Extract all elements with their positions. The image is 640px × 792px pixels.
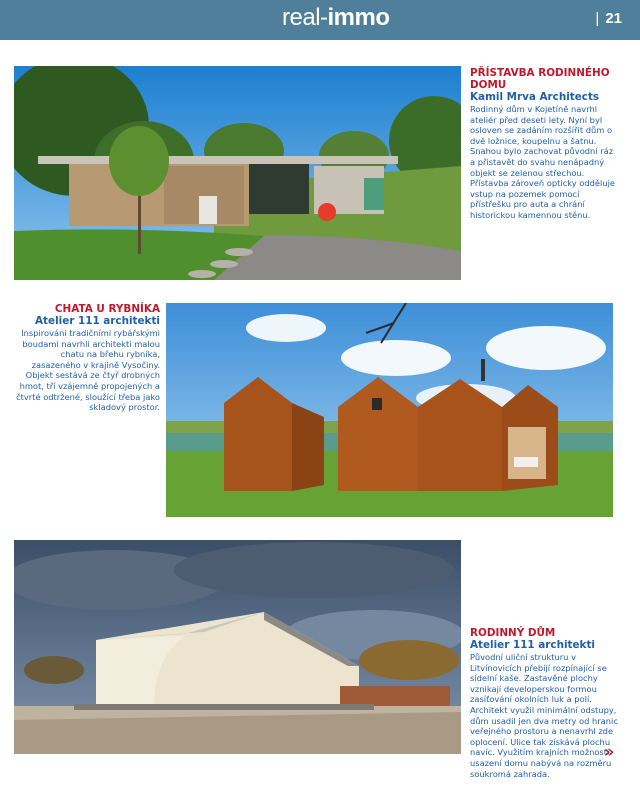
photo-family-house — [14, 540, 461, 754]
article-body: Původní uliční strukturu v Litvínovicích přebíjí rozpínající se sídelní kaše. Zastavěné plochy vznikají developerskou formou zasíťování okolních luk a polí. Architekt využil minimální odstupy, dům usadil jen dva metry od hranic veřejného prostoru a nenavrhl zde oplocení. Ulice tak získává plochu navíc. Využitím krajních možností usazení domu nabývá na rozměru soukromá zahrada. — [470, 652, 618, 779]
photo-pond-cabin — [166, 303, 613, 517]
article-title: PŘÍSTAVBA RODINNÉHO DOMU — [470, 67, 610, 91]
article-title: CHATA U RYBNÍKA — [54, 303, 160, 315]
page-number — [595, 10, 622, 27]
article-body: Rodinný dům v Kojetíně navrhl ateliér před deseti lety. Nyní byl osloven se zadáním rozšířit dům o dvě ložnice, koupelnu a šatnu. Snahou bylo zachovat původní ráz a přistavět do svahu nenápadný objekt se zelenou střechou. Přístavba zároveň opticky odděluje vstup na pozemek pomocí přístřešku pro auta a chrání historickou kamennou stěnu. — [470, 104, 615, 220]
logo-part-real: real- — [282, 4, 328, 31]
article-title: RODINNÝ DŮM — [470, 627, 556, 639]
photo-house-extension — [14, 66, 461, 280]
page-header — [0, 0, 640, 40]
article-pond-cabin — [12, 303, 160, 413]
article-architect: Kamil Mrva Architects — [470, 91, 600, 103]
continue-arrow-icon: » — [604, 742, 615, 761]
logo-part-immo: immo — [327, 4, 390, 31]
magazine-logo — [282, 4, 390, 32]
page-number-value: 21 — [605, 10, 622, 27]
article-family-house — [470, 627, 618, 779]
article-architect: Atelier 111 architekti — [470, 639, 595, 651]
article-house-extension — [470, 67, 618, 221]
page-number-separator: | — [595, 10, 600, 27]
article-architect: Atelier 111 architekti — [35, 315, 160, 327]
article-body: Inspirováni tradičními rybářskými boudami navrhli architekti malou chatu na břehu rybníka, zasazeného v krajině Vysočiny. Objekt sestává ze čtyř drobných hmot, tří vzájemně propojených a čtvrté odtržené, sloužící třeba jako skladový prostor. — [16, 328, 160, 413]
